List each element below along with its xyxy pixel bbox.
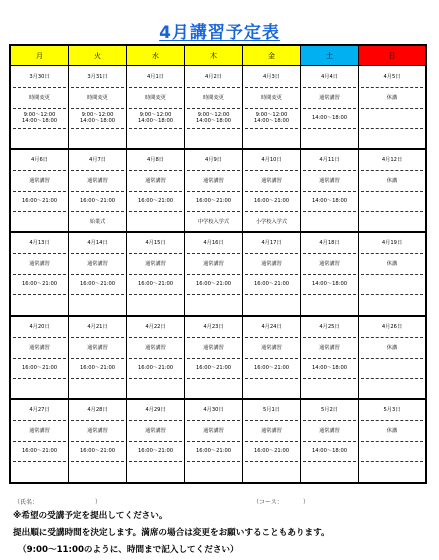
day-cell [11, 232, 69, 315]
dashed-divider [245, 108, 298, 109]
dashed-divider [303, 191, 356, 192]
dashed-divider [361, 441, 423, 442]
day-status: 通常講習 [145, 178, 166, 185]
dashed-divider [129, 191, 182, 192]
day-date: 4月10日 [261, 157, 282, 164]
day-status: 通常講習 [87, 427, 108, 434]
day-date: 4月7日 [89, 157, 106, 164]
day-status: 通常講習 [319, 261, 340, 268]
dashed-divider [71, 420, 124, 421]
schedule-table [9, 44, 427, 484]
day-cell [127, 66, 185, 149]
day-date: 4月20日 [29, 323, 50, 330]
dashed-divider [129, 461, 182, 462]
day-cell [11, 316, 69, 399]
dashed-divider [303, 337, 356, 338]
day-time: 16:00〜21:00 [79, 447, 116, 454]
dashed-divider [129, 441, 182, 442]
day-cell [359, 316, 425, 399]
day-status: 通常講習 [319, 178, 340, 185]
dashed-divider [13, 294, 66, 295]
day-note [127, 468, 184, 476]
dashed-divider [361, 294, 423, 295]
day-status: 通常講習 [203, 178, 224, 185]
day-note [11, 218, 68, 226]
day-status: 通常講習 [87, 178, 108, 185]
dashed-divider [303, 441, 356, 442]
dashed-divider [13, 87, 66, 88]
day-note [243, 468, 300, 476]
day-time: 9:00〜12:00 14:00〜18:00 [79, 112, 116, 124]
day-time [359, 364, 425, 372]
day-date: 4月2日 [205, 74, 222, 80]
dashed-divider [129, 378, 182, 379]
day-status: 通常講習 [29, 427, 50, 434]
day-cell [69, 66, 127, 149]
dashed-divider [129, 358, 182, 359]
day-cell [11, 399, 69, 482]
day-date: 4月26日 [381, 323, 403, 330]
dashed-divider [129, 294, 182, 295]
day-time [359, 447, 425, 455]
day-note [69, 468, 126, 476]
dashed-divider [361, 358, 423, 359]
dashed-divider [245, 441, 298, 442]
dashed-divider [71, 211, 124, 212]
day-time: 16:00〜21:00 [21, 198, 58, 205]
day-time: 16:00〜21:00 [253, 364, 290, 371]
day-note [185, 301, 242, 309]
day-date: 4月13日 [29, 240, 50, 247]
dashed-divider [361, 87, 423, 88]
day-cell [243, 399, 301, 482]
dashed-divider [71, 274, 124, 275]
day-time: 14:00〜18:00 [311, 198, 348, 205]
day-note [301, 135, 358, 143]
dashed-divider [361, 420, 423, 421]
day-date: 4月29日 [145, 406, 166, 413]
day-note [11, 301, 68, 309]
day-note [127, 218, 184, 226]
dashed-divider [129, 253, 182, 254]
day-status: 通常講習 [261, 427, 282, 434]
day-status: 通常講習 [319, 344, 340, 351]
day-date: 4月30日 [203, 406, 224, 413]
day-date: 3月30日 [29, 74, 50, 80]
day-status: 通常講習 [87, 261, 108, 268]
course-label: （コース： [253, 499, 283, 506]
dashed-divider [245, 378, 298, 379]
day-note [359, 301, 425, 309]
day-date: 5月1日 [263, 406, 280, 413]
dashed-divider [71, 128, 124, 129]
dashed-divider [245, 358, 298, 359]
dashed-divider [303, 274, 356, 275]
day-note [127, 301, 184, 309]
day-date: 4月4日 [321, 74, 338, 80]
day-time: 16:00〜21:00 [137, 364, 174, 371]
name-label: （氏名： [14, 499, 39, 506]
dashed-divider [13, 128, 66, 129]
day-note: 始業式 [89, 219, 106, 226]
day-status: 休講 [386, 95, 398, 101]
day-note [69, 301, 126, 309]
header-day-4: 金 [243, 46, 301, 66]
dashed-divider [13, 337, 66, 338]
dashed-divider [245, 128, 298, 129]
day-note: 中学校入学式 [197, 219, 230, 226]
dashed-divider [245, 253, 298, 254]
dashed-divider [303, 128, 356, 129]
day-time: 16:00〜21:00 [137, 447, 174, 454]
day-status: 時間変更 [29, 95, 50, 101]
day-note [243, 301, 300, 309]
day-time [359, 280, 425, 288]
day-time [359, 197, 425, 205]
dashed-divider [129, 274, 182, 275]
dashed-divider [187, 441, 240, 442]
dashed-divider [361, 337, 423, 338]
day-status: 通常講習 [29, 344, 50, 351]
day-cell [359, 149, 425, 232]
day-status: 通常講習 [203, 261, 224, 268]
day-date: 4月1日 [147, 74, 164, 80]
dashed-divider [187, 378, 240, 379]
day-cell [243, 232, 301, 315]
day-status: 休講 [386, 427, 398, 434]
name-close: ） [95, 499, 102, 506]
dashed-divider [187, 274, 240, 275]
note-time-format: （9:00〜11:00のように、時間まで記入してください） [18, 545, 239, 555]
dashed-divider [361, 274, 423, 275]
day-date: 4月16日 [203, 240, 224, 247]
day-date: 4月22日 [145, 323, 166, 330]
dashed-divider [187, 358, 240, 359]
dashed-divider [245, 274, 298, 275]
dashed-divider [187, 294, 240, 295]
day-note [301, 218, 358, 226]
dashed-divider [361, 253, 423, 254]
day-time: 16:00〜21:00 [253, 281, 290, 288]
day-status: 通常講習 [261, 178, 282, 185]
course-close: ） [303, 499, 310, 506]
day-date: 4月9日 [205, 157, 222, 164]
day-note [11, 468, 68, 476]
day-cell [301, 316, 359, 399]
dashed-divider [71, 337, 124, 338]
day-cell [301, 149, 359, 232]
dashed-divider [303, 211, 356, 212]
day-cell [127, 149, 185, 232]
day-status: 休講 [386, 261, 398, 268]
day-time: 16:00〜21:00 [21, 447, 58, 454]
day-time [359, 114, 425, 122]
dashed-divider [71, 170, 124, 171]
dashed-divider [303, 378, 356, 379]
day-time: 14:00〜18:00 [311, 115, 348, 121]
day-cell [301, 399, 359, 482]
dashed-divider [13, 441, 66, 442]
dashed-divider [71, 253, 124, 254]
dashed-divider [245, 211, 298, 212]
dashed-divider [13, 108, 66, 109]
day-time: 14:00〜18:00 [311, 447, 348, 454]
dashed-divider [13, 274, 66, 275]
dashed-divider [245, 294, 298, 295]
day-status: 通常講習 [87, 344, 108, 351]
day-cell [359, 66, 425, 149]
day-note [127, 135, 184, 143]
day-time: 16:00〜21:00 [137, 198, 174, 205]
day-cell [127, 399, 185, 482]
dashed-divider [71, 108, 124, 109]
dashed-divider [13, 170, 66, 171]
dashed-divider [303, 461, 356, 462]
dashed-divider [361, 378, 423, 379]
day-note [185, 385, 242, 393]
day-cell [243, 149, 301, 232]
day-status: 休講 [386, 344, 398, 351]
dashed-divider [245, 337, 298, 338]
header-day-2: 水 [127, 46, 185, 66]
dashed-divider [303, 420, 356, 421]
day-date: 4月17日 [261, 240, 282, 247]
day-time: 16:00〜21:00 [195, 364, 232, 371]
day-note [301, 385, 358, 393]
dashed-divider [71, 461, 124, 462]
day-time: 16:00〜21:00 [21, 364, 58, 371]
dashed-divider [71, 441, 124, 442]
dashed-divider [245, 170, 298, 171]
day-time: 16:00〜21:00 [79, 198, 116, 205]
day-status: 通常講習 [203, 344, 224, 351]
day-status: 通常講習 [145, 261, 166, 268]
header-day-1: 火 [69, 46, 127, 66]
dashed-divider [245, 87, 298, 88]
dashed-divider [129, 128, 182, 129]
dashed-divider [303, 253, 356, 254]
day-cell [127, 232, 185, 315]
dashed-divider [13, 191, 66, 192]
dashed-divider [361, 128, 423, 129]
day-note [301, 301, 358, 309]
day-status: 通常講習 [261, 344, 282, 351]
dashed-divider [187, 211, 240, 212]
day-cell [243, 316, 301, 399]
day-time: 16:00〜21:00 [195, 281, 232, 288]
day-cell [127, 316, 185, 399]
dashed-divider [129, 170, 182, 171]
dashed-divider [71, 191, 124, 192]
dashed-divider [187, 191, 240, 192]
day-status: 通常講習 [319, 95, 340, 101]
header-day-5: 土 [301, 46, 359, 66]
day-time: 16:00〜21:00 [137, 281, 174, 288]
day-cell [359, 399, 425, 482]
page-title: 4月講習予定表 [159, 23, 280, 43]
day-status: 時間変更 [203, 95, 224, 101]
day-date: 4月3日 [263, 74, 280, 80]
day-note [359, 385, 425, 393]
day-date: 4月11日 [319, 157, 340, 164]
day-status: 通常講習 [145, 427, 166, 434]
day-date: 4月28日 [87, 406, 108, 413]
dashed-divider [71, 87, 124, 88]
day-note [185, 135, 242, 143]
day-date: 4月19日 [381, 240, 403, 247]
day-note [359, 135, 425, 143]
dashed-divider [13, 358, 66, 359]
day-time: 16:00〜21:00 [253, 447, 290, 454]
day-cell [359, 232, 425, 315]
day-status: 通常講習 [145, 344, 166, 351]
day-status: 時間変更 [261, 95, 282, 101]
day-note [243, 135, 300, 143]
day-time: 14:00〜18:00 [311, 364, 348, 371]
day-cell [185, 232, 243, 315]
day-note [127, 385, 184, 393]
day-date: 4月12日 [381, 157, 403, 164]
dashed-divider [129, 211, 182, 212]
day-status: 休講 [386, 178, 398, 185]
dashed-divider [361, 191, 423, 192]
dashed-divider [13, 378, 66, 379]
day-date: 4月27日 [29, 406, 50, 413]
day-time: 16:00〜21:00 [253, 198, 290, 205]
dashed-divider [13, 461, 66, 462]
note-order: 提出順に受講時間を決定します。満席の場合は変更をお願いすることもあります。 [13, 528, 330, 538]
dashed-divider [71, 294, 124, 295]
dashed-divider [361, 211, 423, 212]
dashed-divider [245, 461, 298, 462]
day-date: 4月25日 [319, 323, 340, 330]
dashed-divider [129, 108, 182, 109]
dashed-divider [187, 337, 240, 338]
day-cell [185, 149, 243, 232]
dashed-divider [71, 378, 124, 379]
day-date: 4月24日 [261, 323, 282, 330]
day-cell [243, 66, 301, 149]
dashed-divider [303, 294, 356, 295]
day-cell [11, 149, 69, 232]
day-cell [185, 66, 243, 149]
day-date: 4月18日 [319, 240, 340, 247]
day-cell [185, 316, 243, 399]
day-date: 5月3日 [383, 406, 401, 413]
day-cell [69, 149, 127, 232]
dashed-divider [13, 420, 66, 421]
day-note [185, 468, 242, 476]
dashed-divider [129, 337, 182, 338]
day-date: 5月2日 [321, 406, 338, 413]
day-note [69, 385, 126, 393]
dashed-divider [361, 108, 423, 109]
day-date: 3月31日 [87, 74, 108, 80]
dashed-divider [71, 358, 124, 359]
day-date: 4月21日 [87, 323, 108, 330]
dashed-divider [187, 170, 240, 171]
day-time: 9:00〜12:00 14:00〜18:00 [195, 112, 232, 124]
day-note [359, 468, 425, 476]
note-submit: ※希望の受講予定を提出してください。 [13, 511, 168, 521]
day-status: 通常講習 [319, 427, 340, 434]
day-cell [301, 232, 359, 315]
dashed-divider [187, 420, 240, 421]
day-time: 14:00〜18:00 [311, 281, 348, 288]
day-time: 16:00〜21:00 [195, 198, 232, 205]
day-cell [185, 399, 243, 482]
day-time: 9:00〜12:00 14:00〜18:00 [253, 112, 290, 124]
day-cell [301, 66, 359, 149]
day-time: 16:00〜21:00 [21, 281, 58, 288]
day-note [359, 218, 425, 226]
day-time: 9:00〜12:00 14:00〜18:00 [137, 112, 174, 124]
dashed-divider [361, 170, 423, 171]
dashed-divider [13, 253, 66, 254]
day-status: 通常講習 [261, 261, 282, 268]
day-status: 時間変更 [87, 95, 108, 101]
day-time: 16:00〜21:00 [79, 364, 116, 371]
day-note [11, 385, 68, 393]
day-cell [69, 399, 127, 482]
dashed-divider [129, 87, 182, 88]
day-date: 4月23日 [203, 323, 224, 330]
day-note [301, 468, 358, 476]
day-note [11, 135, 68, 143]
day-time: 16:00〜21:00 [79, 281, 116, 288]
dashed-divider [187, 461, 240, 462]
day-cell [11, 66, 69, 149]
day-status: 通常講習 [203, 427, 224, 434]
day-note [69, 135, 126, 143]
day-time: 16:00〜21:00 [195, 447, 232, 454]
dashed-divider [303, 358, 356, 359]
dashed-divider [245, 191, 298, 192]
day-date: 4月14日 [87, 240, 108, 247]
header-day-6: 日 [359, 46, 425, 66]
dashed-divider [13, 211, 66, 212]
dashed-divider [303, 87, 356, 88]
day-status: 通常講習 [29, 178, 50, 185]
dashed-divider [187, 108, 240, 109]
day-cell [69, 316, 127, 399]
dashed-divider [361, 461, 423, 462]
day-note [243, 385, 300, 393]
dashed-divider [187, 87, 240, 88]
day-date: 4月5日 [383, 74, 401, 80]
dashed-divider [303, 108, 356, 109]
dashed-divider [245, 420, 298, 421]
day-status: 通常講習 [29, 261, 50, 268]
dashed-divider [303, 170, 356, 171]
day-date: 4月6日 [31, 157, 48, 164]
dashed-divider [187, 253, 240, 254]
day-cell [69, 232, 127, 315]
day-note: 小学校入学式 [255, 219, 288, 226]
day-time: 9:00〜12:00 14:00〜18:00 [21, 112, 58, 124]
day-date: 4月8日 [147, 157, 164, 164]
header-day-3: 木 [185, 46, 243, 66]
dashed-divider [129, 420, 182, 421]
day-status: 時間変更 [145, 95, 166, 101]
day-date: 4月15日 [145, 240, 166, 247]
header-day-0: 月 [11, 46, 69, 66]
dashed-divider [187, 128, 240, 129]
